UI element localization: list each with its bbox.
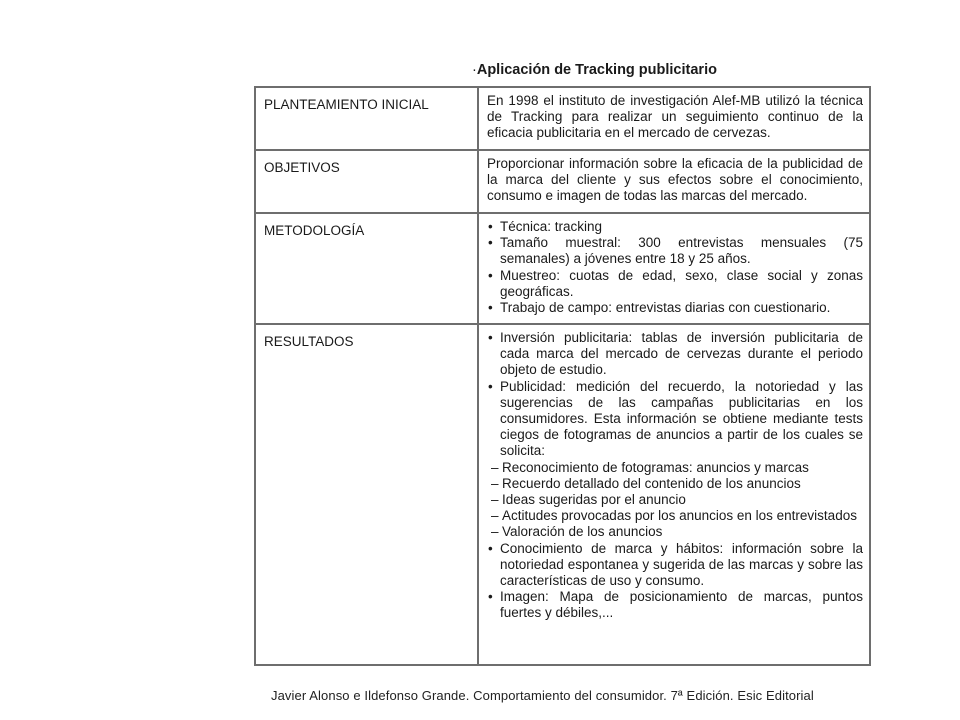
list-item: • Tamaño muestral: 300 entrevistas mensuales (75 semanales) a jóvenes entre 18 y 25 años. — [487, 235, 863, 267]
label-resultados: RESULTADOS — [255, 324, 478, 665]
list-item: • Inversión publicitaria: tablas de inversión publicitaria de cada marca del mercado de cervezas durante el periodo objeto de estudio. — [487, 330, 863, 379]
list-metodologia — [487, 219, 863, 316]
label-metodologia: METODOLOGÍA — [255, 213, 478, 324]
source-citation: Javier Alonso e Ildefonso Grande. Comportamiento del consumidor. 7ª Edición. Esic Editorial — [271, 688, 814, 703]
sub-list-item: – Ideas sugeridas por el anuncio — [487, 492, 863, 508]
label-planteamiento: PLANTEAMIENTO INICIAL — [255, 87, 478, 150]
row-planteamiento — [255, 87, 870, 150]
content-resultados — [478, 324, 870, 665]
list-item: • Técnica: tracking — [487, 219, 863, 235]
label-objetivos: OBJETIVOS — [255, 150, 478, 213]
sub-list-item: – Recuerdo detallado del contenido de los anuncios — [487, 476, 863, 492]
document-title — [472, 62, 717, 78]
list-item: • Imagen: Mapa de posicionamiento de marcas, puntos fuertes y débiles,... — [487, 589, 863, 621]
content-planteamiento — [478, 87, 870, 150]
list-resultados-cont — [487, 541, 863, 622]
list-item: • Muestreo: cuotas de edad, sexo, clase social y zonas geográficas. — [487, 268, 863, 300]
row-metodologia — [255, 213, 870, 324]
sub-list-item: – Valoración de los anuncios — [487, 524, 863, 540]
content-metodologia — [478, 213, 870, 324]
sublist-resultados — [487, 460, 863, 541]
list-item: • Trabajo de campo: entrevistas diarias con cuestionario. — [487, 300, 863, 316]
list-item: • Publicidad: medición del recuerdo, la notoriedad y las sugerencias de las campañas publicitarias en los consumidores. Esta información se obtiene mediante tests ciegos de fotogramas de anuncios a partir de los cuales se solicita: — [487, 379, 863, 460]
tracking-table — [254, 86, 871, 666]
text-planteamiento: En 1998 el instituto de investigación Alef-MB utilizó la técnica de Tracking para realizar un seguimiento continuo de la eficacia publicitaria en el mercado de cervezas. — [487, 93, 863, 141]
text-objetivos: Proporcionar información sobre la eficacia de la publicidad de la marca del cliente y sus efectos sobre el conocimiento, consumo e imagen de todas las marcas del mercado. — [487, 156, 863, 204]
list-resultados — [487, 330, 863, 460]
list-item: • Conocimiento de marca y hábitos: información sobre la notoriedad espontanea y sugerida de las marcas y sobre las características de uso y consumo. — [487, 541, 863, 590]
title-text: Aplicación de Tracking publicitario — [476, 62, 717, 78]
sub-list-item: – Actitudes provocadas por los anuncios en los entrevistados — [487, 508, 863, 524]
row-objetivos — [255, 150, 870, 213]
row-resultados — [255, 324, 870, 665]
content-objetivos — [478, 150, 870, 213]
sub-list-item: – Reconocimiento de fotogramas: anuncios y marcas — [487, 460, 863, 476]
title-prefix: · — [472, 62, 477, 78]
